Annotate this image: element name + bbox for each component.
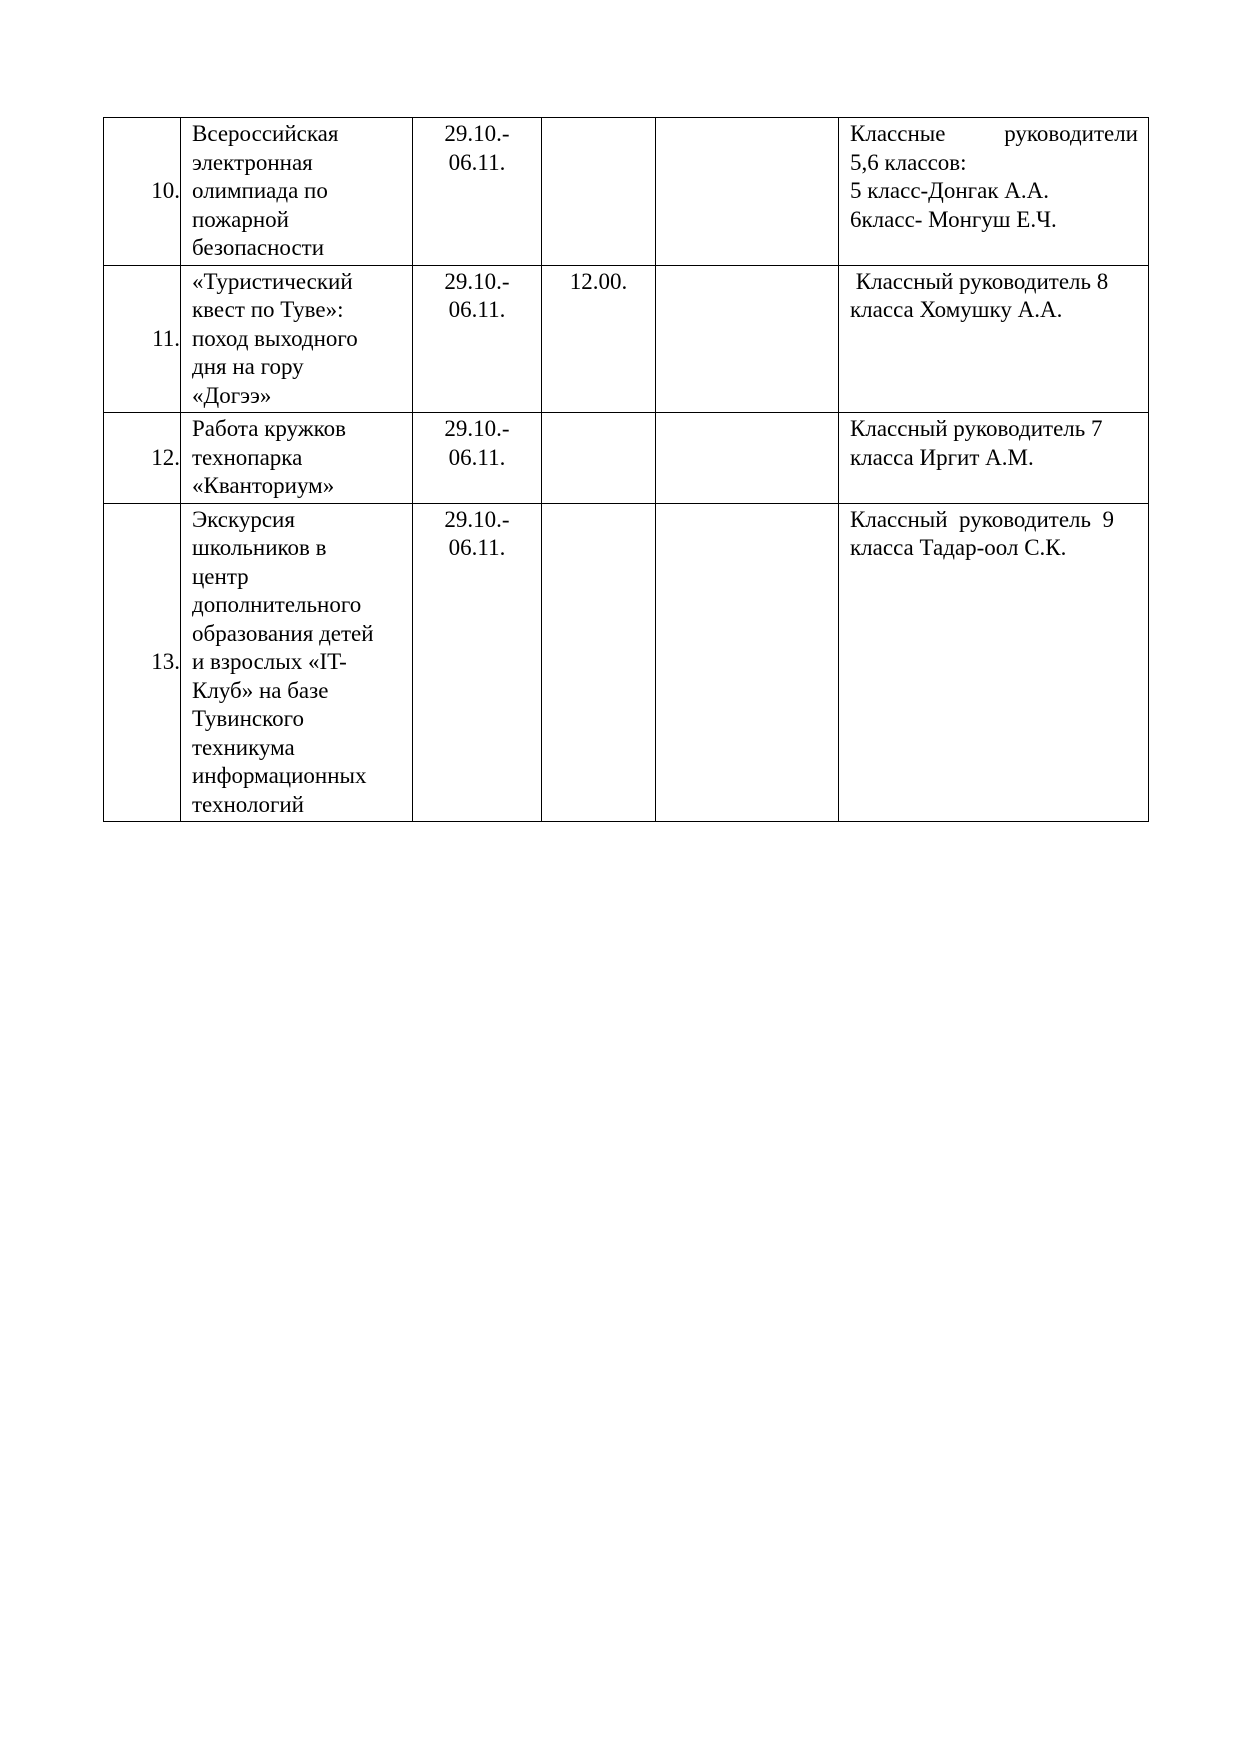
event-line: школьников в (192, 535, 327, 560)
table-row (104, 503, 1149, 822)
date-line: 29.10.- (444, 121, 510, 146)
event-line: дня на гору (192, 354, 304, 379)
date-line: 29.10.- (444, 416, 510, 441)
time-cell (542, 413, 656, 504)
event-cell (181, 503, 413, 822)
event-line: поход выходного (192, 325, 358, 351)
responsible-cell (839, 413, 1149, 504)
event-line: дополнительного (192, 592, 362, 617)
date-line: 06.11. (448, 444, 506, 470)
time-cell (542, 503, 656, 822)
responsible-cell (839, 503, 1149, 822)
place-cell (656, 413, 839, 504)
row-number: 11. (104, 265, 181, 413)
date-line: 29.10.- (444, 268, 510, 294)
event-line: безопасности (192, 235, 325, 260)
responsible-line: 5,6 классов: (850, 149, 967, 175)
event-line: Экскурсия (192, 506, 295, 532)
responsible-line: Классный руководитель 8 (850, 268, 1109, 294)
event-cell (181, 118, 413, 266)
event-line: Всероссийская (192, 121, 339, 146)
event-line: квест по Туве»: (192, 297, 344, 322)
event-line: техникума (192, 734, 295, 760)
responsible-cell (839, 118, 1149, 266)
date-cell (413, 265, 542, 413)
event-line: информационных (192, 763, 367, 788)
date-line: 29.10.- (444, 506, 510, 532)
responsible-cell (839, 265, 1149, 413)
row-number: 10. (104, 118, 181, 266)
time-cell: 12.00. (542, 265, 656, 413)
responsible-line: класса Тадар-оол С.К. (850, 535, 1067, 560)
event-line: олимпиада по (192, 178, 328, 203)
date-line: 06.11. (448, 149, 506, 175)
responsible-line: Классные руководители (850, 121, 1138, 146)
event-cell (181, 413, 413, 504)
table-row (104, 265, 1149, 413)
date-cell (413, 118, 542, 266)
place-cell (656, 503, 839, 822)
event-line: технопарка (192, 444, 303, 470)
responsible-line: 5 класс-Донгак А.А. (850, 178, 1049, 203)
events-table (103, 117, 1149, 822)
date-line: 06.11. (448, 535, 506, 560)
event-line: образования детей (192, 620, 374, 646)
event-line: технологий (192, 791, 304, 817)
row-number: 13. (104, 503, 181, 822)
responsible-line: 6класс- Монгуш Е.Ч. (850, 206, 1057, 232)
table-row (104, 118, 1149, 266)
place-cell (656, 265, 839, 413)
responsible-line: Классный руководитель 9 (850, 506, 1114, 532)
responsible-line: класса Хомушку А.А. (850, 297, 1063, 322)
event-line: электронная (192, 149, 313, 175)
responsible-line: Классный руководитель 7 (850, 416, 1103, 441)
event-line: «Догээ» (192, 382, 272, 408)
event-line: «Туристический (192, 268, 353, 294)
table-row (104, 413, 1149, 504)
event-line: Тувинского (192, 706, 304, 731)
event-line: Клуб» на базе (192, 677, 329, 703)
event-line: пожарной (192, 206, 289, 232)
row-number: 12. (104, 413, 181, 504)
time-cell (542, 118, 656, 266)
event-line: центр (192, 563, 249, 589)
event-line: и взрослых «IT- (192, 649, 347, 674)
place-cell (656, 118, 839, 266)
event-line: «Кванториум» (192, 473, 335, 498)
date-line: 06.11. (448, 297, 506, 322)
date-cell (413, 503, 542, 822)
event-cell (181, 265, 413, 413)
event-line: Работа кружков (192, 416, 347, 441)
responsible-line: класса Иргит А.М. (850, 444, 1034, 470)
date-cell (413, 413, 542, 504)
